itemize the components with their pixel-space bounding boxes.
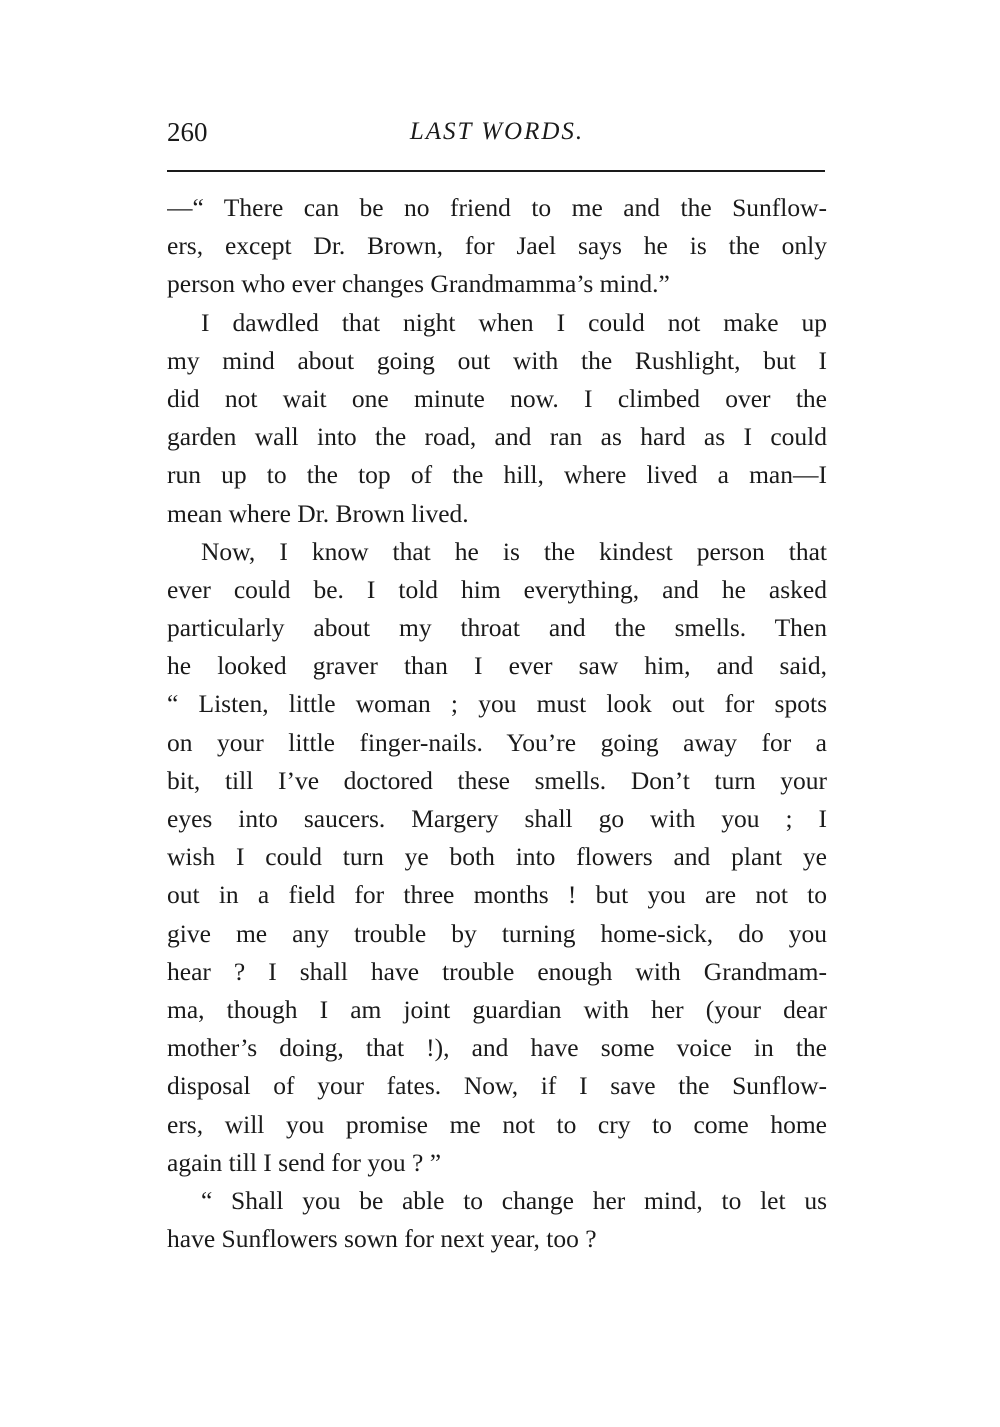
text-line: on your little finger-nails. You’re going away for a bbox=[167, 727, 827, 757]
header-rule bbox=[167, 170, 825, 172]
page-number: 260 bbox=[167, 117, 208, 147]
text-line: “ Shall you be able to change her mind, to let us bbox=[201, 1185, 827, 1215]
body-text bbox=[167, 189, 827, 1258]
text-line: mother’s doing, that !), and have some voice in the bbox=[167, 1033, 827, 1063]
paragraph bbox=[167, 189, 827, 304]
text-line: person who ever changes Grandmamma’s mind.” bbox=[167, 269, 670, 299]
text-line: ers, will you promise me not to cry to come home bbox=[167, 1109, 827, 1139]
text-line: ers, except Dr. Brown, for Jael says he is the only bbox=[167, 231, 827, 261]
text-line: mean where Dr. Brown lived. bbox=[167, 498, 469, 528]
text-line: Now, I know that he is the kindest person that bbox=[201, 536, 827, 566]
text-line: “ Listen, little woman ; you must look out for spots bbox=[167, 689, 827, 719]
text-line: run up to the top of the hill, where lived a man—I bbox=[167, 460, 827, 490]
paragraph bbox=[167, 1182, 827, 1258]
running-title: LAST WORDS. bbox=[409, 118, 585, 145]
text-line: I dawdled that night when I could not make up bbox=[201, 307, 827, 337]
text-line: ever could be. I told him everything, and he asked bbox=[167, 574, 827, 604]
paragraph bbox=[167, 533, 827, 1182]
text-line: give me any trouble by turning home-sick, do you bbox=[167, 918, 827, 948]
text-line: hear ? I shall have trouble enough with Grandmam- bbox=[167, 956, 827, 986]
text-line: bit, till I’ve doctored these smells. Don’t turn your bbox=[167, 765, 827, 795]
text-line: wish I could turn ye both into flowers and plant ye bbox=[167, 842, 827, 872]
page-header bbox=[167, 112, 827, 152]
text-line: out in a field for three months ! but you are not to bbox=[167, 880, 827, 910]
paragraph bbox=[167, 304, 827, 533]
text-line: eyes into saucers. Margery shall go with you ; I bbox=[167, 804, 827, 833]
text-line: he looked graver than I ever saw him, and said, bbox=[167, 651, 827, 681]
text-line: again till I send for you ? ” bbox=[167, 1147, 442, 1177]
text-line: my mind about going out with the Rushlight, but I bbox=[167, 345, 827, 375]
text-line: —“ There can be no friend to me and the Sunflow- bbox=[167, 193, 827, 222]
text-line: ma, though I am joint guardian with her (your dear bbox=[167, 994, 827, 1024]
text-line: garden wall into the road, and ran as hard as I could bbox=[167, 422, 827, 452]
text-line: have Sunflowers sown for next year, too ? bbox=[167, 1224, 597, 1254]
text-line: disposal of your fates. Now, if I save the Sunflow- bbox=[167, 1071, 827, 1101]
text-line: did not wait one minute now. I climbed over the bbox=[167, 383, 827, 413]
text-line: particularly about my throat and the smells. Then bbox=[167, 613, 827, 643]
